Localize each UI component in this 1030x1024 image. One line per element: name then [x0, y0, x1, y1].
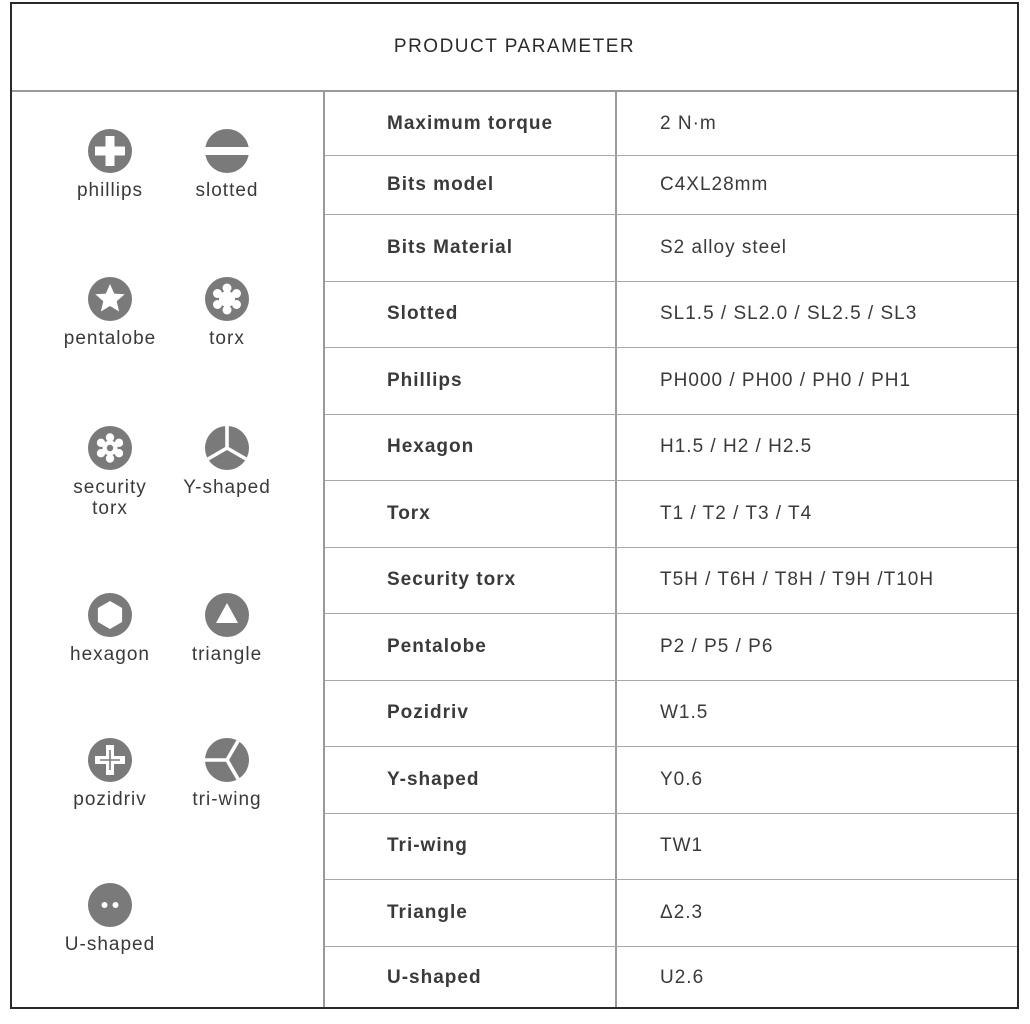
parameter-value: T5H / T6H / T8H / T9H /T10H: [660, 569, 935, 590]
table-row: [325, 613, 1017, 681]
bit-type-label: security torx: [73, 477, 147, 519]
parameter-name: Hexagon: [387, 436, 475, 457]
parameter-value: Y0.6: [660, 768, 704, 790]
table-row: [325, 92, 1017, 156]
phillips-icon: [87, 128, 133, 174]
bit-type-y-shaped: [157, 425, 297, 498]
parameter-value: U2.6: [660, 966, 705, 988]
parameter-value: W1.5: [660, 702, 709, 723]
bit-type-label: slotted: [195, 180, 259, 201]
parameter-value: P2 / P5 / P6: [660, 635, 774, 657]
table-row: [325, 879, 1017, 947]
tri-wing-icon: [204, 737, 250, 783]
bit-type-slotted: [157, 128, 297, 201]
pentalobe-icon: [87, 276, 133, 322]
parameter-value: TW1: [660, 835, 704, 856]
parameter-name: Pentalobe: [387, 635, 487, 657]
y-shaped-icon: [204, 425, 250, 471]
torx-icon: [204, 276, 250, 322]
bit-type-torx: [157, 276, 297, 349]
bit-type-tri-wing: [157, 737, 297, 810]
pozidriv-icon: [87, 737, 133, 783]
parameter-value: PH000 / PH00 / PH0 / PH1: [660, 369, 912, 391]
slotted-icon: [204, 128, 250, 174]
table-row: [325, 680, 1017, 747]
bit-type-label: phillips: [76, 180, 144, 201]
bit-type-label: Y-shaped: [183, 477, 271, 498]
bit-types-panel: [12, 92, 325, 1007]
security-torx-icon: [87, 425, 133, 471]
table-row: [325, 155, 1017, 215]
bit-type-label: U-shaped: [64, 934, 156, 955]
table-row: [325, 813, 1017, 880]
hexagon-icon: [87, 592, 133, 638]
triangle-icon: [204, 592, 250, 638]
parameter-name: Slotted: [387, 303, 459, 324]
parameter-name: Bits Material: [387, 236, 513, 258]
u-shaped-icon: [87, 882, 133, 928]
bit-type-label: triangle: [191, 644, 263, 665]
parameter-name: Maximum torque: [387, 112, 554, 134]
parameter-name: Y-shaped: [387, 768, 480, 790]
parameter-name: Triangle: [387, 901, 468, 923]
table-row: [325, 946, 1017, 1009]
table-row: [325, 281, 1017, 348]
parameter-table: [325, 92, 1017, 1007]
parameter-value: H1.5 / H2 / H2.5: [660, 436, 813, 457]
parameter-value: Δ2.3: [660, 901, 704, 923]
parameter-value: C4XL28mm: [660, 173, 769, 195]
bit-type-label: pozidriv: [73, 789, 147, 810]
parameter-value: 2 N·m: [660, 112, 717, 134]
parameter-name: Security torx: [387, 569, 517, 590]
table-row: [325, 746, 1017, 814]
table-row: [325, 347, 1017, 415]
page-title: PRODUCT PARAMETER: [393, 36, 636, 57]
table-row: [325, 547, 1017, 614]
table-row: [325, 214, 1017, 282]
parameter-name: U-shaped: [387, 966, 482, 988]
bit-type-label: pentalobe: [63, 328, 157, 349]
parameter-name: Tri-wing: [387, 835, 468, 856]
parameter-name: Pozidriv: [387, 702, 469, 723]
parameter-name: Torx: [387, 502, 431, 524]
parameter-value: S2 alloy steel: [660, 236, 788, 258]
parameter-value: SL1.5 / SL2.0 / SL2.5 / SL3: [660, 303, 918, 324]
product-parameter-card: [10, 2, 1019, 1009]
bit-type-u-shaped: [40, 882, 180, 955]
parameter-name: Phillips: [387, 369, 463, 391]
bit-type-triangle: [157, 592, 297, 665]
table-row: [325, 414, 1017, 481]
table-row: [325, 480, 1017, 548]
bit-type-label: tri-wing: [192, 789, 262, 810]
title-bar: [12, 4, 1017, 92]
parameter-value: T1 / T2 / T3 / T4: [660, 502, 813, 524]
bit-type-label: torx: [209, 328, 245, 349]
bit-type-label: hexagon: [70, 644, 150, 665]
parameter-name: Bits model: [387, 173, 495, 195]
